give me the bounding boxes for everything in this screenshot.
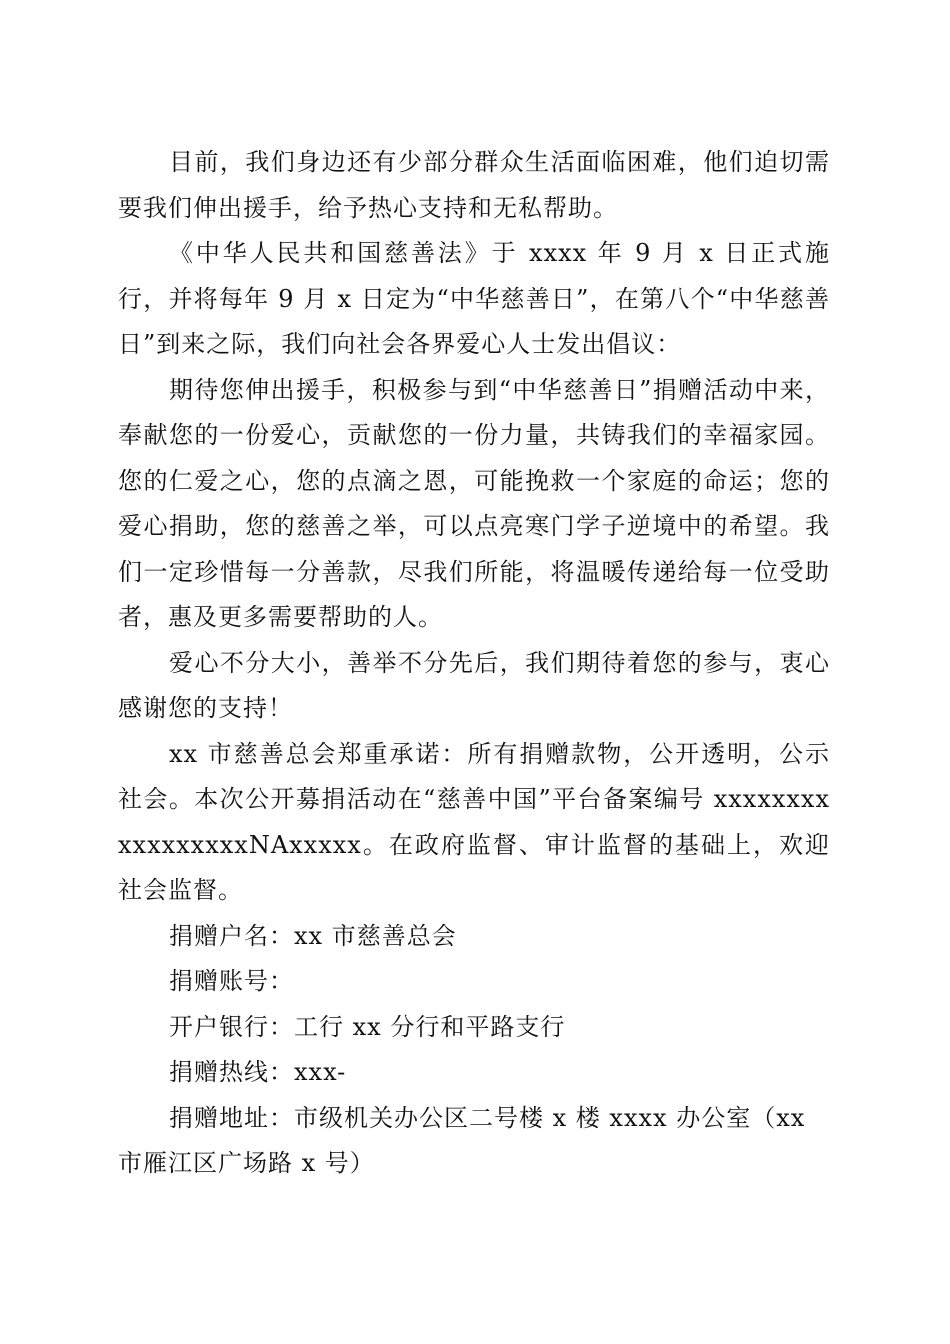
account-number-label: 捐赠账号： (169, 967, 294, 995)
paragraph-charity-law: 《中华人民共和国慈善法》于 xxxx 年 9 月 x 日正式施行，并将每年 9 月 x 日定为“中华慈善日”，在第八个“中华慈善日”到来之际，我们向社会各界爱心人士发出倡议： (118, 239, 830, 358)
donation-account-name (118, 914, 830, 960)
hotline-value: xxx- (294, 1058, 347, 1086)
paragraph-commitment: xx 市慈善总会郑重承诺：所有捐赠款物，公开透明，公示社会。本次公开募捐活动在“慈善中国”平台备案编号 xxxxxxxxxxxxxxxxxNAxxxxx。在政府监督、审计监督的基础上，欢迎社会监督。 (118, 739, 830, 904)
donation-address (118, 1096, 830, 1187)
donation-hotline (118, 1050, 830, 1096)
address-value: 市级机关办公区二号楼 x 楼 xxxx 办公室（xx 市雁江区广场路 x 号） (118, 1103, 806, 1177)
document-body (118, 140, 830, 1187)
paragraph-thanks: 爱心不分大小，善举不分先后，我们期待着您的参与，衷心感谢您的支持！ (118, 648, 830, 722)
donation-account-number (118, 959, 830, 1005)
donation-bank (118, 1005, 830, 1051)
address-label: 捐赠地址： (169, 1103, 294, 1132)
paragraph-appeal: 期待您伸出援手，积极参与到“中华慈善日”捐赠活动中来，奉献您的一份爱心，贡献您的一份力量，共铸我们的幸福家园。您的仁爱之心，您的点滴之恩，可能挽救一个家庭的命运；您的爱心捐助，您的慈善之举，可以点亮寒门学子逆境中的希望。我们一定珍惜每一分善款，尽我们所能，将温暖传递给每一位受助者，惠及更多需要帮助的人。 (118, 375, 830, 631)
account-name-label: 捐赠户名： (169, 921, 294, 950)
bank-label: 开户银行： (169, 1012, 294, 1041)
paragraph-situation: 目前，我们身边还有少部分群众生活面临困难，他们迫切需要我们伸出援手，给予热心支持和无私帮助。 (118, 148, 830, 222)
account-name-value: xx 市慈善总会 (294, 921, 457, 950)
bank-value: 工行 xx 分行和平路支行 (294, 1012, 566, 1041)
hotline-label: 捐赠热线： (169, 1058, 294, 1086)
